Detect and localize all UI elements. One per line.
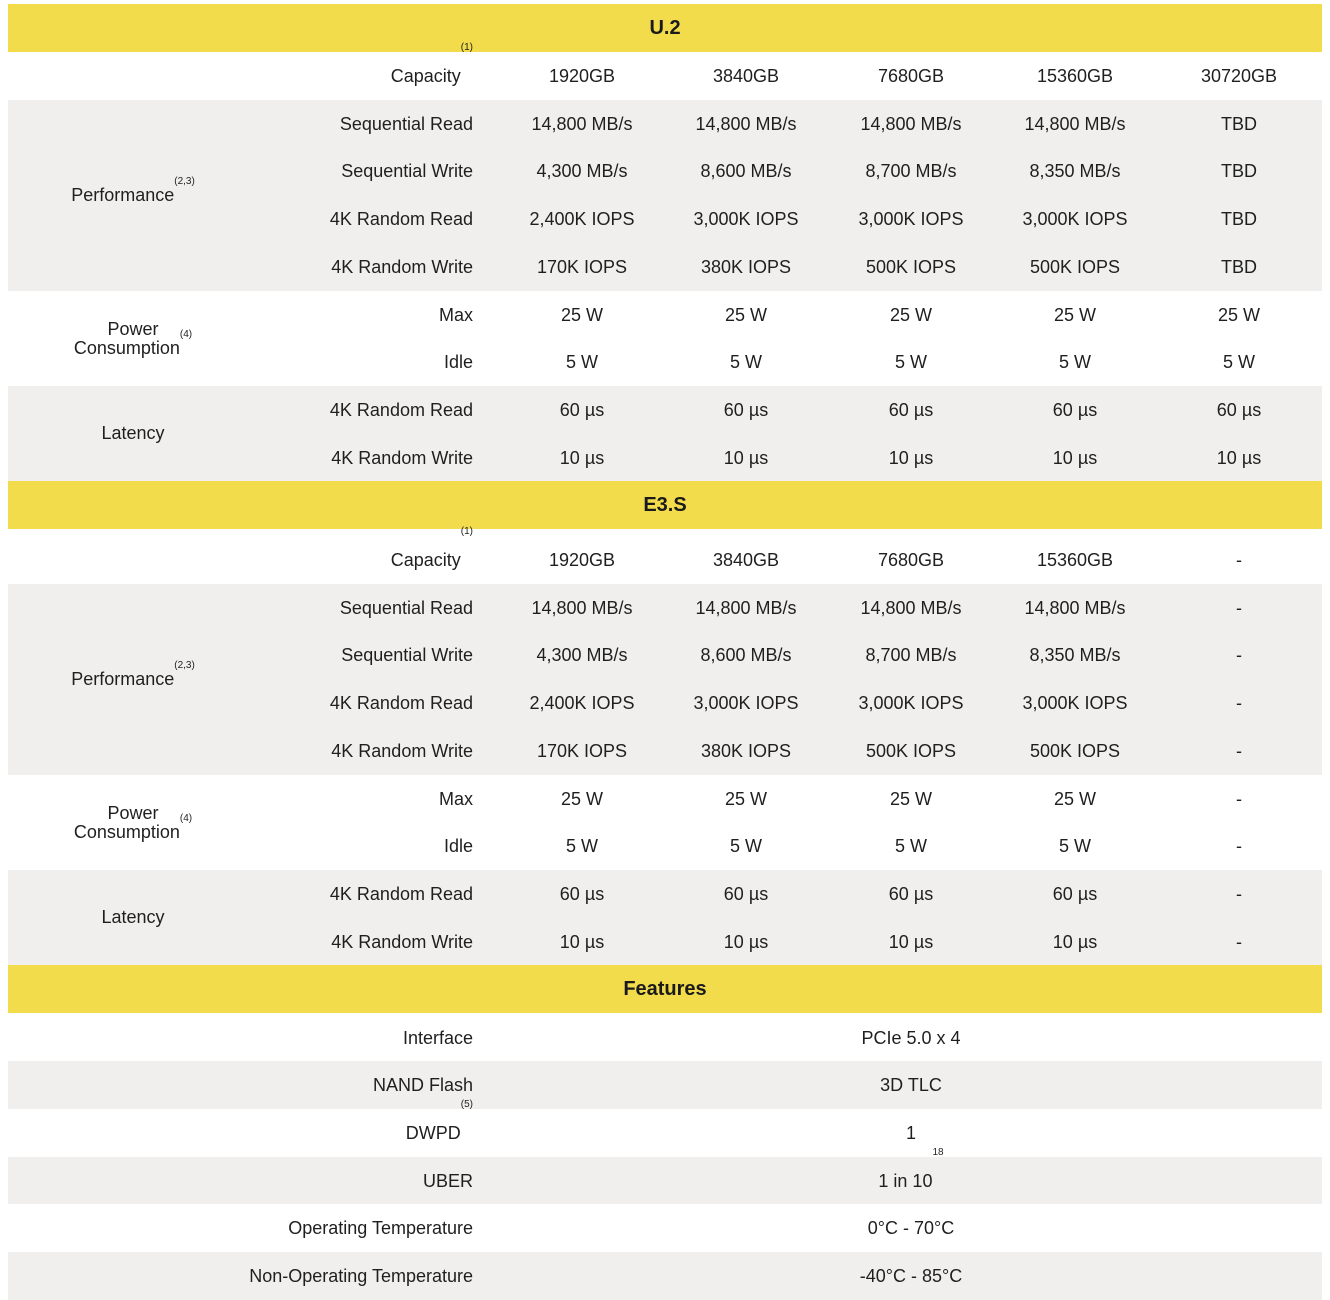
group-label-power: Power Consumption$^{(4)}$ <box>73 802 193 842</box>
table-cell: 3840GB <box>712 66 780 86</box>
table-cell: 3,000K IOPS <box>693 693 799 713</box>
table-cell: 3D TLC <box>880 1075 942 1095</box>
table-cell: 60 µs <box>888 884 934 904</box>
table-cell: 14,800 MB/s <box>695 114 797 134</box>
table-cell: - <box>1236 884 1242 904</box>
table-cell: 60 µs <box>723 884 769 904</box>
row-label: Non-Operating Temperature <box>249 1266 473 1286</box>
table-row-capacity <box>8 42 1322 100</box>
row-label: 4K Random Read <box>329 400 473 420</box>
row-label: Idle <box>443 836 473 856</box>
table-row <box>8 1147 1322 1205</box>
table-cell: 60 µs <box>1052 400 1098 420</box>
table-cell: 14,800 MB/s <box>531 598 633 618</box>
table-cell: 8,350 MB/s <box>1029 161 1121 181</box>
row-label: Sequential Write <box>341 645 473 665</box>
table-cell: TBD <box>1221 114 1257 134</box>
table-cell: - <box>1236 645 1242 665</box>
table-cell: 3840GB <box>712 550 780 570</box>
table-cell: 60 µs <box>559 400 605 420</box>
table-row <box>8 1014 1322 1062</box>
table-cell: 14,800 MB/s <box>695 598 797 618</box>
row-label: 4K Random Read <box>329 693 473 713</box>
table-cell: 14,800 MB/s <box>1024 598 1126 618</box>
table-cell: PCIe 5.0 x 4 <box>861 1028 961 1048</box>
row-label: 4K Random Write <box>331 448 473 468</box>
table-cell: 25 W <box>889 305 932 325</box>
table-cell: 25 W <box>889 789 932 809</box>
row-label: 4K Random Write <box>331 741 473 761</box>
row-label: 4K Random Write <box>331 257 473 277</box>
table-cell: 8,600 MB/s <box>700 161 792 181</box>
table-cell: 25 W <box>724 789 767 809</box>
row-label: Sequential Read <box>339 598 473 618</box>
table-cell: 25 W <box>560 789 603 809</box>
table-cell: 2,400K IOPS <box>529 209 635 229</box>
group-label-performance: Performance$^{(2,3)}$ <box>71 176 195 205</box>
table-cell: - <box>1236 550 1242 570</box>
row-label: Capacity$^{(1)}$ <box>390 42 473 86</box>
table-cell: - <box>1236 789 1242 809</box>
table-cell: - <box>1236 693 1242 713</box>
table-cell: - <box>1236 932 1242 952</box>
table-cell: 5 W <box>1222 352 1255 372</box>
row-label: Max <box>438 305 473 325</box>
table-cell: 25 W <box>724 305 767 325</box>
table-cell: 10 µs <box>1052 932 1098 952</box>
group-label-latency: Latency <box>101 907 165 927</box>
row-label: 4K Random Write <box>331 932 473 952</box>
section-header-e3s: E3.S <box>8 481 1322 529</box>
row-label: DWPD$^{(5)}$ <box>405 1099 473 1143</box>
table-cell: 8,600 MB/s <box>700 645 792 665</box>
row-label: Max <box>438 789 473 809</box>
row-label: Idle <box>443 352 473 372</box>
table-cell: 4,300 MB/s <box>536 161 628 181</box>
table-cell: 1 in $10^{18}$ <box>878 1147 944 1191</box>
table-cell: TBD <box>1221 257 1257 277</box>
table-cell: 0°C - 70°C <box>867 1218 955 1238</box>
row-label: Operating Temperature <box>288 1218 473 1238</box>
row-label: Capacity$^{(1)}$ <box>390 526 473 570</box>
row-label: 4K Random Read <box>329 209 473 229</box>
group-label-performance: Performance$^{(2,3)}$ <box>71 660 195 689</box>
table-cell: 5 W <box>1058 352 1091 372</box>
row-label: Sequential Write <box>341 161 473 181</box>
table-cell: 1920GB <box>548 550 616 570</box>
table-cell: 380K IOPS <box>700 257 792 277</box>
table-cell: 10 µs <box>559 448 605 468</box>
table-cell: 10 µs <box>723 932 769 952</box>
table-cell: TBD <box>1221 209 1257 229</box>
table-cell: 14,800 MB/s <box>531 114 633 134</box>
row-label: UBER <box>422 1171 473 1191</box>
table-row <box>8 1061 1322 1109</box>
table-cell: 7680GB <box>877 66 945 86</box>
table-cell: 10 µs <box>723 448 769 468</box>
table-row <box>8 1099 1322 1157</box>
table-cell: 8,700 MB/s <box>865 161 957 181</box>
table-cell: - <box>1236 598 1242 618</box>
row-label: Interface <box>402 1028 473 1048</box>
table-cell: 5 W <box>894 836 927 856</box>
row-label: NAND Flash <box>372 1075 473 1095</box>
table-cell: 14,800 MB/s <box>1024 114 1126 134</box>
table-cell: 3,000K IOPS <box>1022 693 1128 713</box>
table-cell: 170K IOPS <box>536 741 628 761</box>
table-cell: 2,400K IOPS <box>529 693 635 713</box>
table-cell: 5 W <box>894 352 927 372</box>
table-cell: 10 µs <box>559 932 605 952</box>
table-cell: 60 µs <box>888 400 934 420</box>
table-cell: 25 W <box>1217 305 1260 325</box>
table-cell: 25 W <box>1053 305 1096 325</box>
table-cell: 380K IOPS <box>700 741 792 761</box>
table-cell: 60 µs <box>1216 400 1262 420</box>
table-cell: 14,800 MB/s <box>860 598 962 618</box>
table-cell: 8,350 MB/s <box>1029 645 1121 665</box>
table-cell: 4,300 MB/s <box>536 645 628 665</box>
table-cell: 10 µs <box>888 448 934 468</box>
table-cell: 3,000K IOPS <box>1022 209 1128 229</box>
table-cell: 170K IOPS <box>536 257 628 277</box>
section-header-u2: U.2 <box>8 4 1322 52</box>
table-cell: 500K IOPS <box>865 257 957 277</box>
table-cell: 25 W <box>1053 789 1096 809</box>
table-cell: 7680GB <box>877 550 945 570</box>
table-cell: 1 <box>905 1123 916 1143</box>
table-cell: TBD <box>1221 161 1257 181</box>
table-cell: 8,700 MB/s <box>865 645 957 665</box>
table-row-capacity <box>8 526 1322 584</box>
row-label: Sequential Read <box>339 114 473 134</box>
table-cell: 5 W <box>729 836 762 856</box>
table-cell: 14,800 MB/s <box>860 114 962 134</box>
section-header-features: Features <box>8 965 1322 1013</box>
table-cell: -40°C - 85°C <box>859 1266 963 1286</box>
table-cell: 1920GB <box>548 66 616 86</box>
table-cell: 500K IOPS <box>1029 741 1121 761</box>
table-cell: 25 W <box>560 305 603 325</box>
table-cell: 10 µs <box>1052 448 1098 468</box>
group-label-power: Power Consumption$^{(4)}$ <box>73 318 193 358</box>
table-cell: 5 W <box>565 836 598 856</box>
table-cell: 10 µs <box>888 932 934 952</box>
table-cell: 3,000K IOPS <box>693 209 799 229</box>
table-cell: 3,000K IOPS <box>858 209 964 229</box>
table-cell: - <box>1236 741 1242 761</box>
table-cell: 60 µs <box>559 884 605 904</box>
table-cell: 500K IOPS <box>1029 257 1121 277</box>
table-cell: 10 µs <box>1216 448 1262 468</box>
table-cell: 60 µs <box>723 400 769 420</box>
group-label-latency: Latency <box>101 423 165 443</box>
table-row <box>8 1252 1322 1300</box>
table-cell: 3,000K IOPS <box>858 693 964 713</box>
table-cell: 500K IOPS <box>865 741 957 761</box>
table-cell: 5 W <box>729 352 762 372</box>
row-label: 4K Random Read <box>329 884 473 904</box>
table-cell: 5 W <box>1058 836 1091 856</box>
table-cell: 15360GB <box>1036 66 1114 86</box>
table-cell: 5 W <box>565 352 598 372</box>
table-cell: 30720GB <box>1200 66 1278 86</box>
table-cell: 15360GB <box>1036 550 1114 570</box>
table-cell: - <box>1236 836 1242 856</box>
table-cell: 60 µs <box>1052 884 1098 904</box>
table-row <box>8 1204 1322 1252</box>
